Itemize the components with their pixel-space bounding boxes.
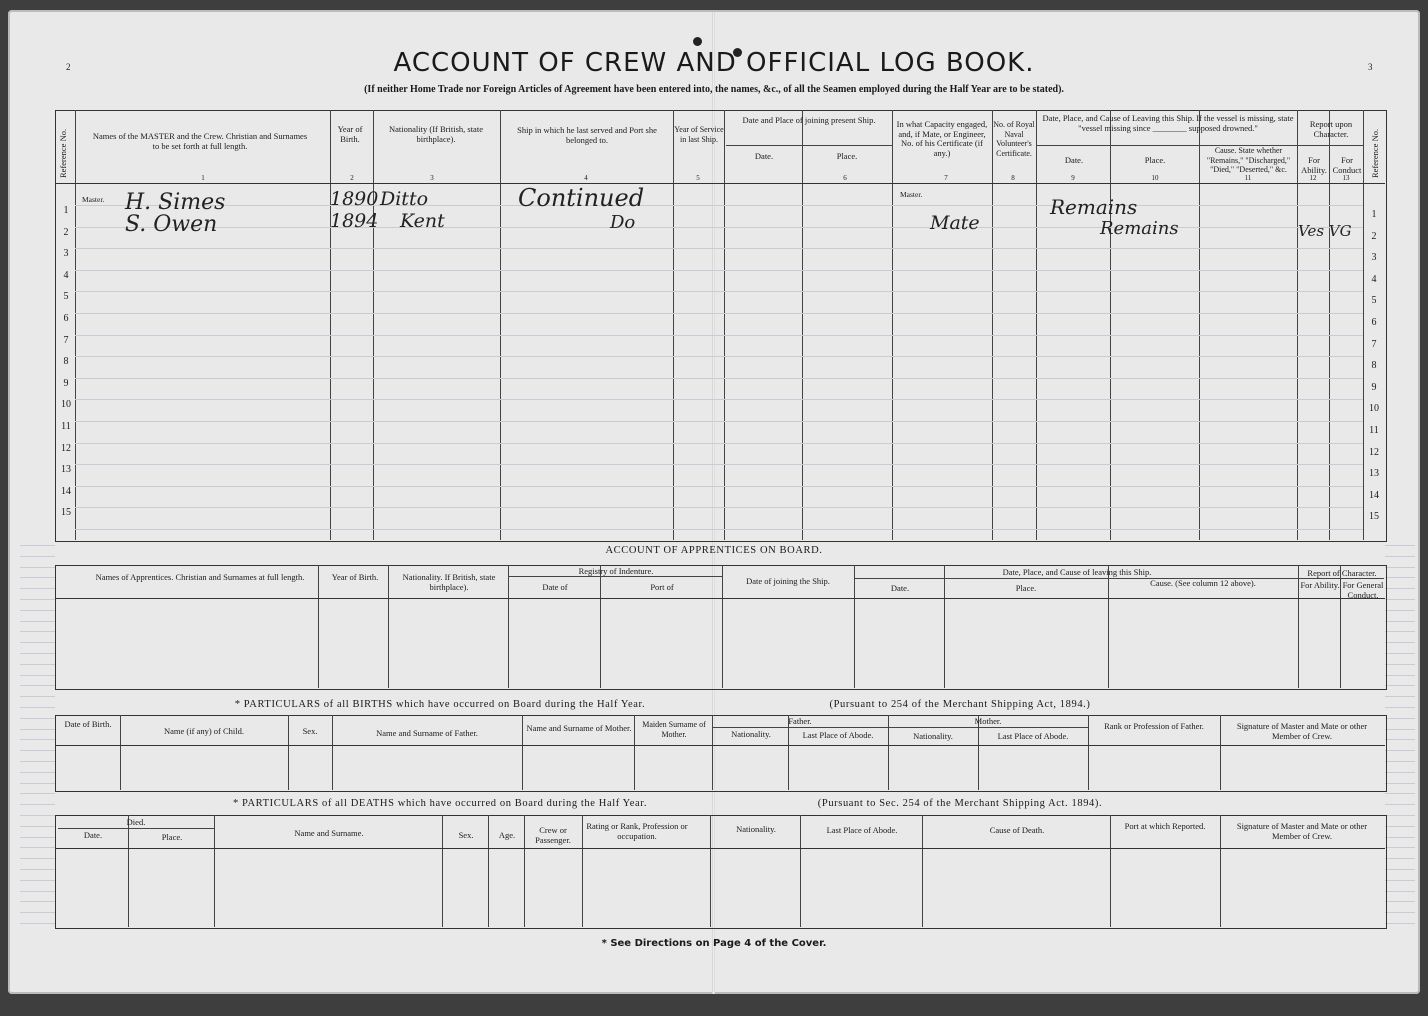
header-joining: Date and Place of joining present Ship. [742, 115, 876, 125]
row-rule [75, 270, 1363, 271]
row-number-right: 2 [1371, 230, 1377, 242]
birth-date: Date of Birth. [64, 719, 112, 729]
paper-rule [1385, 837, 1415, 838]
row-number-right: 7 [1371, 338, 1377, 350]
paper-rule [20, 772, 55, 773]
row-rule [75, 291, 1363, 292]
paper-rule [1385, 858, 1415, 859]
paper-rule [20, 707, 55, 708]
row-number-left: 6 [63, 313, 69, 324]
app-reg-date: Date of [542, 582, 568, 592]
column-rule [442, 815, 443, 927]
paper-rule [20, 793, 55, 794]
header-report: Report upon Character. [1309, 119, 1353, 139]
deaths-title: * PARTICULARS of all DEATHS which have occurred on Board during the Half Year. [232, 798, 648, 809]
birth-rank: Rank or Profession of Father. [1104, 721, 1204, 731]
column-number: 11 [1244, 174, 1252, 182]
paper-rule [20, 847, 55, 848]
column-rule [330, 110, 331, 540]
header-leave-cause: Cause. State whether "Remains," "Discharged," "Died," "Deserted," &c. [1206, 146, 1291, 174]
row-number-left: 13 [61, 464, 71, 476]
app-ability: For Ability. [1300, 580, 1340, 590]
row-number-right: 4 [1371, 273, 1377, 285]
row-number-right: 8 [1371, 360, 1377, 372]
column-rule [524, 815, 525, 927]
page-number-right: 3 [1368, 62, 1373, 72]
entry-report-2: Ves VG [1298, 222, 1352, 240]
death-nationality: Nationality. [736, 824, 776, 834]
row-rule [75, 529, 1363, 530]
paper-rule [20, 729, 55, 730]
entry-ship-2: Do [610, 212, 636, 233]
paper-rule [1385, 826, 1415, 827]
header-leave-place: Place. [1144, 155, 1166, 165]
births-title: * PARTICULARS of all BIRTHS which have occurred on Board during the Half Year. [234, 699, 646, 710]
footer-note: * See Directions on Page 4 of the Cover. [601, 938, 827, 949]
paper-rule [1385, 923, 1415, 924]
paper-rule [20, 610, 55, 611]
column-rule [724, 110, 725, 540]
paper-rule [1385, 696, 1415, 697]
row-rule [75, 378, 1363, 379]
paper-rule [1385, 664, 1415, 665]
paper-rule [1385, 815, 1415, 816]
column-number: 9 [1071, 174, 1075, 182]
column-rule [710, 815, 711, 927]
paper-rule [20, 761, 55, 762]
column-rule [944, 565, 945, 688]
paper-rule [20, 621, 55, 622]
column-rule [1220, 715, 1221, 790]
paper-rule [20, 685, 55, 686]
paper-rule [1385, 653, 1415, 654]
paper-rule [20, 664, 55, 665]
paper-rule [1385, 761, 1415, 762]
header-conduct: For Conduct [1332, 155, 1362, 175]
paper-rule [20, 815, 55, 816]
header-join-date: Date. [754, 151, 774, 161]
crew-table [55, 110, 1387, 542]
row-rule [75, 464, 1363, 465]
column-number: 10 [1151, 174, 1159, 182]
entry-name-2: S. Owen [125, 212, 218, 237]
paper-rule [1385, 642, 1415, 643]
paper-rule [1385, 685, 1415, 686]
app-report: Report of Character. [1307, 568, 1377, 578]
app-year: Year of Birth. [331, 572, 379, 582]
entry-year-1: 1890 [330, 188, 379, 210]
header-service: Year of Service in last Ship. [674, 125, 724, 144]
row-number-left: 10 [61, 399, 71, 411]
entry-nationality-2: Kent [400, 210, 445, 232]
paper-rule [1385, 750, 1415, 751]
row-number-left: 9 [63, 377, 69, 389]
row-number-right: 12 [1369, 446, 1379, 458]
column-rule [922, 815, 923, 927]
paper-rule [1385, 783, 1415, 784]
column-rule [1110, 815, 1111, 927]
header-nationality: Nationality (If British, state birthplace). [389, 124, 483, 144]
header-capacity: In what Capacity engaged, and, if Mate, or Engineer, No. of his Certificate (if any.) [896, 119, 988, 158]
birth-m-nationality: Nationality. [913, 731, 953, 741]
app-reg-port: Port of [650, 582, 674, 592]
row-number-right: 9 [1371, 381, 1377, 393]
column-number: 7 [944, 174, 948, 182]
column-rule [488, 815, 489, 927]
row-number-left: 12 [61, 442, 71, 454]
column-rule [800, 815, 801, 927]
row-number-left: 4 [63, 269, 69, 281]
paper-rule [20, 858, 55, 859]
birth-mother-name: Name and Surname of Mother. [526, 723, 632, 733]
row-number-right: 1 [1371, 209, 1377, 220]
paper-rule [1385, 675, 1415, 676]
header-leave-date: Date. [1064, 155, 1084, 165]
app-registry: Registry of Indenture. [578, 566, 654, 576]
master-label: Master. [82, 195, 105, 204]
row-rule [75, 205, 1363, 206]
page-subtitle: (If neither Home Trade nor Foreign Articles of Agreement have been entered into, the names, &c., of all the Seamen employed during the Half Year are to be stated). [364, 84, 1064, 95]
entry-year-2: 1894 [330, 210, 379, 232]
column-number: 12 [1309, 174, 1317, 182]
paper-rule [20, 783, 55, 784]
paper-rule [20, 599, 55, 600]
death-age: Age. [498, 830, 516, 840]
app-names: Names of Apprentices. Christian and Surnames at full length. [95, 572, 305, 582]
entry-nationality-1: Ditto [380, 188, 429, 210]
app-conduct: For General Conduct. [1342, 580, 1384, 600]
column-rule [992, 110, 993, 540]
column-rule [892, 110, 893, 540]
header-join-place: Place. [836, 151, 858, 161]
paper-rule [20, 869, 55, 870]
row-rule [75, 356, 1363, 357]
column-number: 8 [1011, 174, 1015, 182]
column-rule [500, 110, 501, 540]
column-rule [673, 110, 674, 540]
column-rule [1036, 110, 1037, 540]
entry-ship-1: Continued [518, 184, 645, 212]
header-names: Names of the MASTER and the Crew. Christian and Surnames to be set forth at full length. [92, 131, 308, 151]
column-number: 4 [584, 174, 588, 182]
birth-child: Name (if any) of Child. [163, 726, 245, 736]
header-rule [55, 745, 1385, 746]
column-rule [1088, 715, 1089, 790]
column-rule [522, 715, 523, 790]
birth-mother: Mother. [974, 716, 1002, 726]
paper-rule [20, 577, 55, 578]
row-number-left: 11 [61, 421, 71, 432]
paper-rule [1385, 567, 1415, 568]
column-rule [802, 110, 803, 540]
paper-rule [20, 826, 55, 827]
row-number-left: 7 [63, 334, 69, 346]
app-l-place: Place. [1015, 583, 1037, 593]
paper-rule [20, 642, 55, 643]
birth-m-abode: Last Place of Abode. [997, 731, 1069, 741]
column-rule [75, 110, 76, 540]
deaths-pursuant: (Pursuant to Sec. 254 of the Merchant Shipping Act. 1894). [817, 798, 1103, 809]
row-number-left: 8 [63, 356, 69, 368]
paper-rule [20, 675, 55, 676]
paper-rule [1385, 588, 1415, 589]
death-name: Name and Surname. [294, 828, 364, 838]
paper-rule [20, 588, 55, 589]
paper-rule [1385, 891, 1415, 892]
row-number-left: 5 [63, 291, 69, 303]
paper-rule [20, 718, 55, 719]
apprentices-title: ACCOUNT OF APPRENTICES ON BOARD. [605, 545, 823, 556]
column-rule [600, 565, 601, 688]
column-number: 13 [1342, 174, 1350, 182]
paper-rule [20, 923, 55, 924]
entry-cause-2: Remains [1100, 218, 1179, 239]
paper-rule [1385, 772, 1415, 773]
header-year: Year of Birth. [337, 124, 363, 144]
row-number-right: 3 [1371, 252, 1377, 264]
row-number-left: 3 [63, 248, 69, 260]
paper-rule [1385, 621, 1415, 622]
subheader-rule [726, 145, 892, 146]
paper-rule [20, 750, 55, 751]
row-rule [75, 486, 1363, 487]
row-rule [75, 507, 1363, 508]
births-pursuant: (Pursuant to 254 of the Merchant Shipping Act, 1894.) [829, 699, 1091, 710]
paper-rule [1385, 599, 1415, 600]
paper-rule [20, 912, 55, 913]
row-number-right: 15 [1369, 511, 1379, 523]
paper-rule [1385, 901, 1415, 902]
paper-rule [1385, 729, 1415, 730]
header-leaving: Date, Place, and Cause of Leaving this Ship. If the vessel is missing, state "vessel missing since ________ supposed drowned." [1042, 113, 1294, 133]
row-number-right: 10 [1369, 403, 1379, 415]
paper-rule [20, 696, 55, 697]
header-ship: Ship in which he last served and Port she belonged to. [517, 125, 657, 145]
subheader-rule [1297, 145, 1363, 146]
row-rule [75, 421, 1363, 422]
header-rule [55, 598, 1385, 599]
column-rule [214, 815, 215, 927]
death-rating: Rating or Rank, Profession or occupation. [586, 821, 688, 841]
paper-rule [1385, 610, 1415, 611]
death-sex: Sex. [458, 830, 474, 840]
row-number-right: 5 [1371, 295, 1377, 307]
entry-capacity-2: Mate [930, 212, 980, 234]
paper-rule [20, 567, 55, 568]
row-number-right: 6 [1371, 317, 1377, 328]
paper-rule [1385, 707, 1415, 708]
row-rule [75, 335, 1363, 336]
birth-maiden: Maiden Surname of Mother. [642, 720, 706, 739]
paper-rule [1385, 880, 1415, 881]
birth-signature: Signature of Master and Mate or other Member of Crew. [1236, 721, 1368, 741]
ref-header-right: Reference No. [1370, 128, 1380, 178]
paper-rule [20, 653, 55, 654]
row-rule [75, 443, 1363, 444]
column-rule [373, 110, 374, 540]
row-rule [75, 248, 1363, 249]
column-rule [1329, 110, 1330, 540]
birth-sex: Sex. [302, 726, 318, 736]
header-ability: For Ability. [1301, 155, 1327, 175]
paper-rule [20, 891, 55, 892]
death-port: Port at which Reported. [1124, 821, 1206, 831]
paper-rule [20, 739, 55, 740]
column-number: 6 [843, 174, 847, 182]
death-crew: Crew or Passenger. [535, 825, 571, 845]
column-rule [1340, 565, 1341, 688]
column-rule [120, 715, 121, 790]
death-place: Place. [161, 832, 183, 842]
paper-rule [1385, 912, 1415, 913]
paper-rule [20, 837, 55, 838]
entry-cause-1: Remains [1050, 195, 1138, 219]
page-number-left: 2 [66, 62, 71, 72]
paper-rule [1385, 847, 1415, 848]
column-rule [1220, 815, 1221, 927]
punch-hole [693, 37, 702, 46]
paper-rule [1385, 577, 1415, 578]
column-rule [332, 715, 333, 790]
column-number: 5 [696, 174, 700, 182]
column-rule [388, 565, 389, 688]
column-rule [722, 565, 723, 688]
column-number: 3 [430, 174, 434, 182]
paper-rule [1385, 739, 1415, 740]
column-rule [634, 715, 635, 790]
paper-rule [1385, 631, 1415, 632]
birth-f-nationality: Nationality. [731, 729, 771, 739]
death-signature: Signature of Master and Mate or other Member of Crew. [1236, 821, 1368, 841]
birth-f-abode: Last Place of Abode. [802, 730, 874, 740]
birth-father: Father. [788, 716, 812, 726]
app-joining: Date of joining the Ship. [746, 576, 830, 586]
row-number-left: 1 [63, 205, 69, 216]
paper-rule [20, 804, 55, 805]
column-number: 1 [201, 174, 205, 182]
master-label-capacity: Master. [900, 190, 923, 199]
column-rule [1110, 110, 1111, 540]
ref-header-left: Reference No. [58, 128, 68, 178]
row-number-left: 15 [61, 507, 71, 519]
row-number-right: 11 [1369, 425, 1379, 436]
row-rule [75, 399, 1363, 400]
column-number: 2 [350, 174, 354, 182]
column-rule [1199, 110, 1200, 540]
column-rule [1363, 110, 1364, 540]
paper-rule [1385, 804, 1415, 805]
paper-rule [20, 901, 55, 902]
subheader-rule [58, 828, 214, 829]
row-number-right: 14 [1369, 489, 1379, 501]
header-rule [55, 848, 1385, 849]
row-rule [75, 313, 1363, 314]
death-died: Died. [126, 817, 146, 827]
column-rule [1298, 565, 1299, 688]
page-title: ACCOUNT OF CREW AND OFFICIAL LOG BOOK. [393, 48, 1035, 78]
app-l-date: Date. [890, 583, 910, 593]
paper-rule [20, 880, 55, 881]
paper-rule [20, 631, 55, 632]
birth-father-name: Name and Surname of Father. [376, 728, 478, 738]
column-rule [1297, 110, 1298, 540]
column-rule [318, 565, 319, 688]
row-number-left: 2 [63, 226, 69, 238]
row-number-right: 13 [1369, 468, 1379, 480]
app-nationality: Nationality. If British, state birthplace). [402, 572, 496, 592]
row-number-left: 14 [61, 485, 71, 497]
header-rule [55, 183, 1385, 184]
app-leaving: Date, Place, and Cause of leaving this Ship. [1002, 567, 1152, 577]
death-date: Date. [83, 830, 103, 840]
column-rule [128, 815, 129, 927]
death-abode: Last Place of Abode. [826, 825, 898, 835]
column-rule [288, 715, 289, 790]
column-rule [854, 565, 855, 688]
paper-rule [1385, 718, 1415, 719]
paper-rule [1385, 793, 1415, 794]
subheader-rule [712, 727, 1088, 728]
death-cause: Cause of Death. [989, 825, 1045, 835]
paper-rule [1385, 869, 1415, 870]
app-l-cause: Cause. (See column 12 above). [1150, 578, 1256, 588]
column-rule [508, 565, 509, 688]
header-rnv: No. of Royal Naval Volunteer's Certificate. [993, 120, 1035, 158]
entry-name-1: H. Simes [125, 190, 226, 215]
